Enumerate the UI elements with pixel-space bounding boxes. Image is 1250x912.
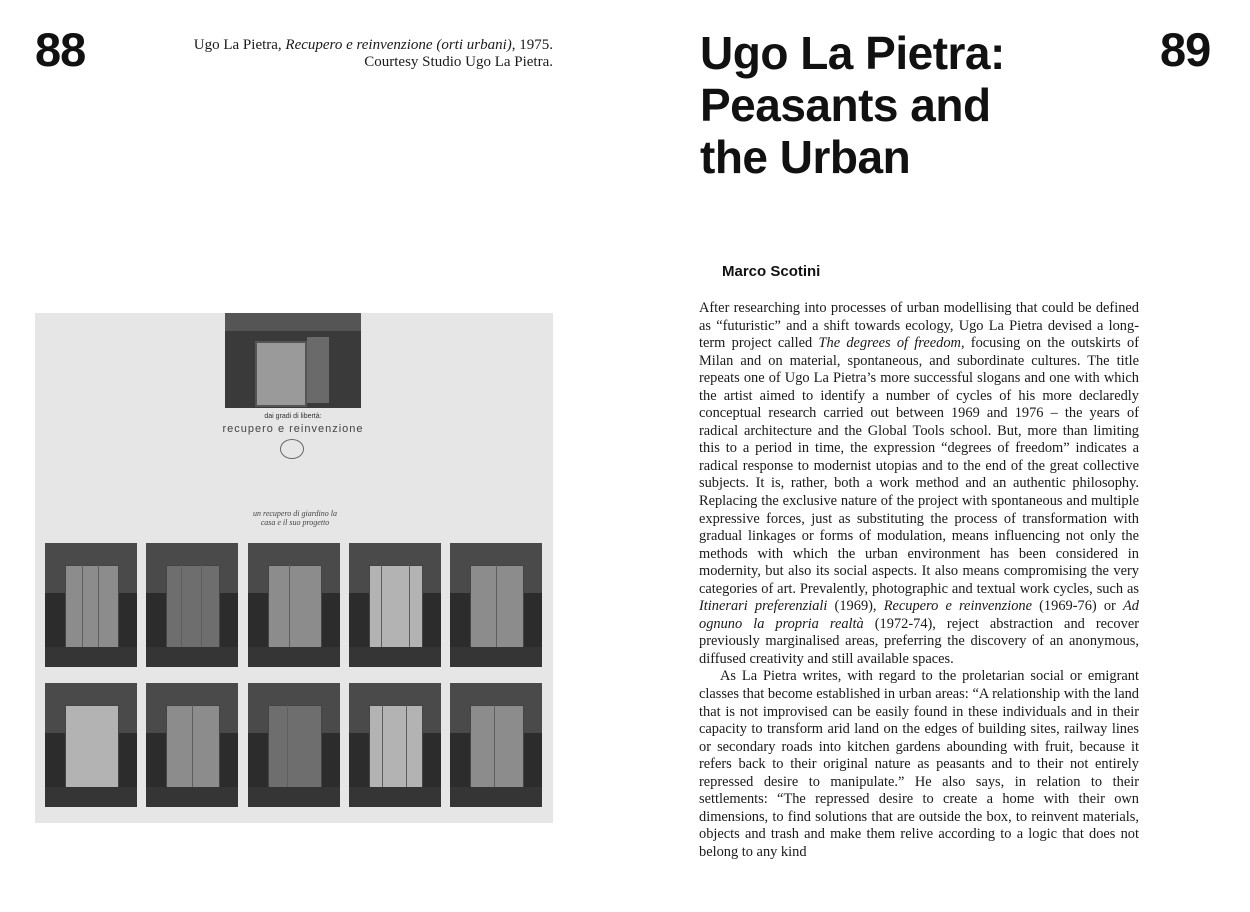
door-photo	[450, 543, 542, 667]
door-photo	[146, 683, 238, 807]
caption-work-title: Recupero e reinvenzione (orti urbani)	[285, 37, 512, 53]
figure-caption	[150, 37, 553, 71]
title-line: the Urban	[700, 131, 911, 183]
title-line: Peasants and	[700, 79, 991, 131]
title-line: Ugo La Pietra:	[700, 27, 1005, 79]
door-photo	[248, 543, 340, 667]
door-photo	[45, 543, 137, 667]
article-author: Marco Scotini	[722, 263, 821, 280]
page-number-right: 89	[1160, 23, 1211, 76]
page-number-left: 88	[35, 23, 86, 76]
plate-signature-mark	[280, 439, 304, 459]
paragraph: After researching into processes of urban modellising that could be defined as “futuristic” and a shift towards ecology, Ugo La Pietra devised a long-term project called The degrees of freedom, focusing on the outskirts of Milan and on material, spontaneous, and subordinate cultures. The title repeats one of Ugo La Pietra’s more successful slogans and one with which the artist aimed to identify a number of cycles of his more declaredly conceptual research carried out between 1969 and 1976 – the years of radical architecture and the Global Tools school. But, more than limiting this to a period in time, the expression “degrees of freedom” indicates a radical response to modernist utopias and to the end of the great collective subjects. It is, rather, both a work method and an authentic philosophy. Replacing the exclusive nature of the project with spontaneous and multiple expressive forces, just as substituting the process of transformation with gradual linkages or forms of modulation, means influencing not only the methods with which the urban environment has been considered in modernity, but also its social aspects. It also means compromising the very categories of art. Prevalently, photographic and textual work cycles, such as Itinerari preferenziali (1969), Recupero e reinvenzione (1969-76) or Ad ognuno la propria realtà (1972-74), reject abstraction and recover previously marginalised areas, preferring the discovery of an anonymous, diffused creativity and still available spaces.	[699, 300, 1139, 667]
caption-author: Ugo La Pietra,	[193, 37, 286, 53]
paragraph: As La Pietra writes, with regard to the proletarian social or emigrant classes that become established in urban areas: “A relationship with the land that is not improvised can be easily found in these individuals and in their capacity to transform arid land on the edges of building sites, railway lines or secondary roads into kitchen gardens abounding with fruit, because it refers back to their original nature as peasants and to their not entirely repressed desire to manipulate.” He also says, in relation to their settlements: “The repressed desire to create a home with their own dimensions, to find solutions that are outside the box, to reinvent materials, objects and trash and make them relive according to a logic that does not belong to any kind	[699, 668, 1139, 860]
door-photo	[45, 683, 137, 807]
caption-credit: Courtesy Studio Ugo La Pietra.	[364, 54, 553, 70]
door-photo	[349, 683, 441, 807]
door-photo	[146, 543, 238, 667]
plate-label-small: dai gradi di libertà:	[264, 413, 322, 420]
artwork-plate	[35, 313, 553, 823]
plate-handwritten-note: un recupero di giardino la casa e il suo progetto	[253, 509, 337, 527]
plate-header-photo	[225, 313, 361, 408]
door-photo	[349, 543, 441, 667]
door-photo	[450, 683, 542, 807]
door-photo	[248, 683, 340, 807]
plate-label-main: recupero e reinvenzione	[222, 423, 364, 435]
article-body	[699, 300, 1139, 862]
article-title	[700, 27, 1140, 183]
caption-year: , 1975.	[511, 37, 553, 53]
